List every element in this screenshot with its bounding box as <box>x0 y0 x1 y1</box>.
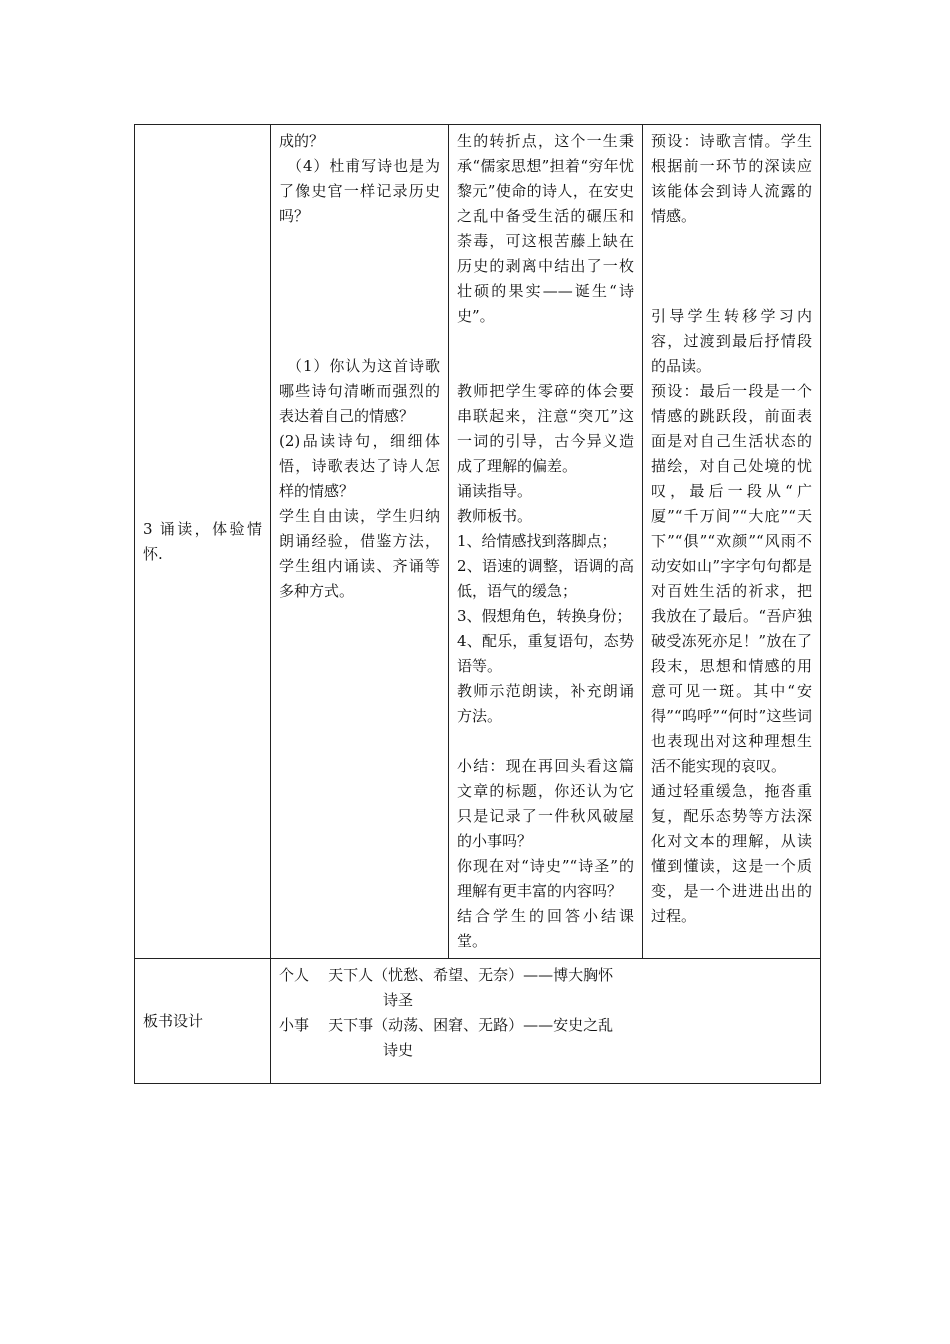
teacher-activity-cell <box>449 125 643 959</box>
student-activity-cell <box>271 125 449 959</box>
board-line: 小事 天下事（动荡、困窘、无路）——安史之乱 <box>279 1016 614 1034</box>
intent-text: 引导学生转移学习内容，过渡到最后抒情段的品读。 <box>651 307 812 375</box>
student-text: 成的？ <box>279 132 325 150</box>
stage-label-cell <box>135 125 271 959</box>
board-line-sub: 诗史 <box>383 1041 414 1059</box>
teacher-text: 生的转折点，这个一生秉承“儒家思想”担着“穷年忧黎元”使命的诗人，在安史之乱中备受生活的碾压和荼毒，可这根苦藤上缺在历史的剥离中结出了一枚壮硕的果实——诞生“诗史”。 <box>457 132 634 325</box>
teacher-text: 教师板书。 <box>457 507 533 525</box>
teacher-text: 你现在对“诗史”“诗圣”的理解有更丰富的内容吗？ <box>457 857 634 900</box>
student-text: 学生自由读，学生归纳朗诵经验，借鉴方法，学生组内诵读、齐诵等多种方式。 <box>279 507 440 600</box>
board-line: 个人 天下人（忧愁、希望、无奈）——博大胸怀 <box>279 966 614 984</box>
board-design-label-cell <box>135 959 271 1084</box>
design-intent-cell <box>643 125 821 959</box>
teacher-text: 3、假想角色，转换身份； <box>457 607 632 625</box>
board-line-sub: 诗圣 <box>383 991 414 1009</box>
board-design-label: 板书设计 <box>143 1011 204 1030</box>
teacher-text: 教师示范朗读，补充朗诵方法。 <box>457 682 634 725</box>
teacher-text: 4、配乐，重复语句，态势语等。 <box>457 632 634 675</box>
teacher-text: 1、给情感找到落脚点； <box>457 532 617 550</box>
teacher-text: 结合学生的回答小结课堂。 <box>457 907 634 950</box>
student-text: (2)品读诗句，细细体悟，诗歌表达了诗人怎样的情感？ <box>279 432 440 500</box>
teacher-text: 诵读指导。 <box>457 482 533 500</box>
intent-text: 通过轻重缓急，拖沓重复，配乐态势等方法深化对文本的理解，从读懂到懂读，这是一个质变，是一个进进出出的过程。 <box>651 782 812 925</box>
table-row-recitation <box>135 125 821 959</box>
student-text: （4）杜甫写诗也是为了像史官一样记录历史吗？ <box>279 157 440 225</box>
teacher-text: 小结：现在再回头看这篇文章的标题，你还认为它只是记录了一件秋风破屋的小事吗？ <box>457 757 634 850</box>
teacher-text: 教师把学生零碎的体会要串联起来，注意“突兀”这一词的引导，古今异义造成了理解的偏差。 <box>457 382 634 475</box>
lesson-plan-table <box>134 124 821 1084</box>
table-row-board-design <box>135 959 821 1084</box>
intent-text: 预设：最后一段是一个情感的跳跃段，前面表面是对自己生活状态的描绘，对自己处境的忧叹，最后一段从“广厦”“千万间”“大庇”“天下”“俱”“欢颜”“风雨不动安如山”字字句句都是对百姓生活的祈求，把我放在了最后。“吾庐独破受冻死亦足！”放在了段末，思想和情感的用意可见一斑。其中“安得”“呜呼”“何时”这些词也表现出对这种理想生活不能实现的哀叹。 <box>651 382 812 775</box>
board-design-content-cell <box>271 959 821 1084</box>
stage-label: 3 诵读，体验情怀. <box>143 519 262 563</box>
student-text: （1）你认为这首诗歌哪些诗句清晰而强烈的表达着自己的情感？ <box>279 357 440 425</box>
teacher-text: 2、语速的调整，语调的高低，语气的缓急； <box>457 557 634 600</box>
intent-text: 预设：诗歌言情。学生根据前一环节的深读应该能体会到诗人流露的情感。 <box>651 132 812 225</box>
